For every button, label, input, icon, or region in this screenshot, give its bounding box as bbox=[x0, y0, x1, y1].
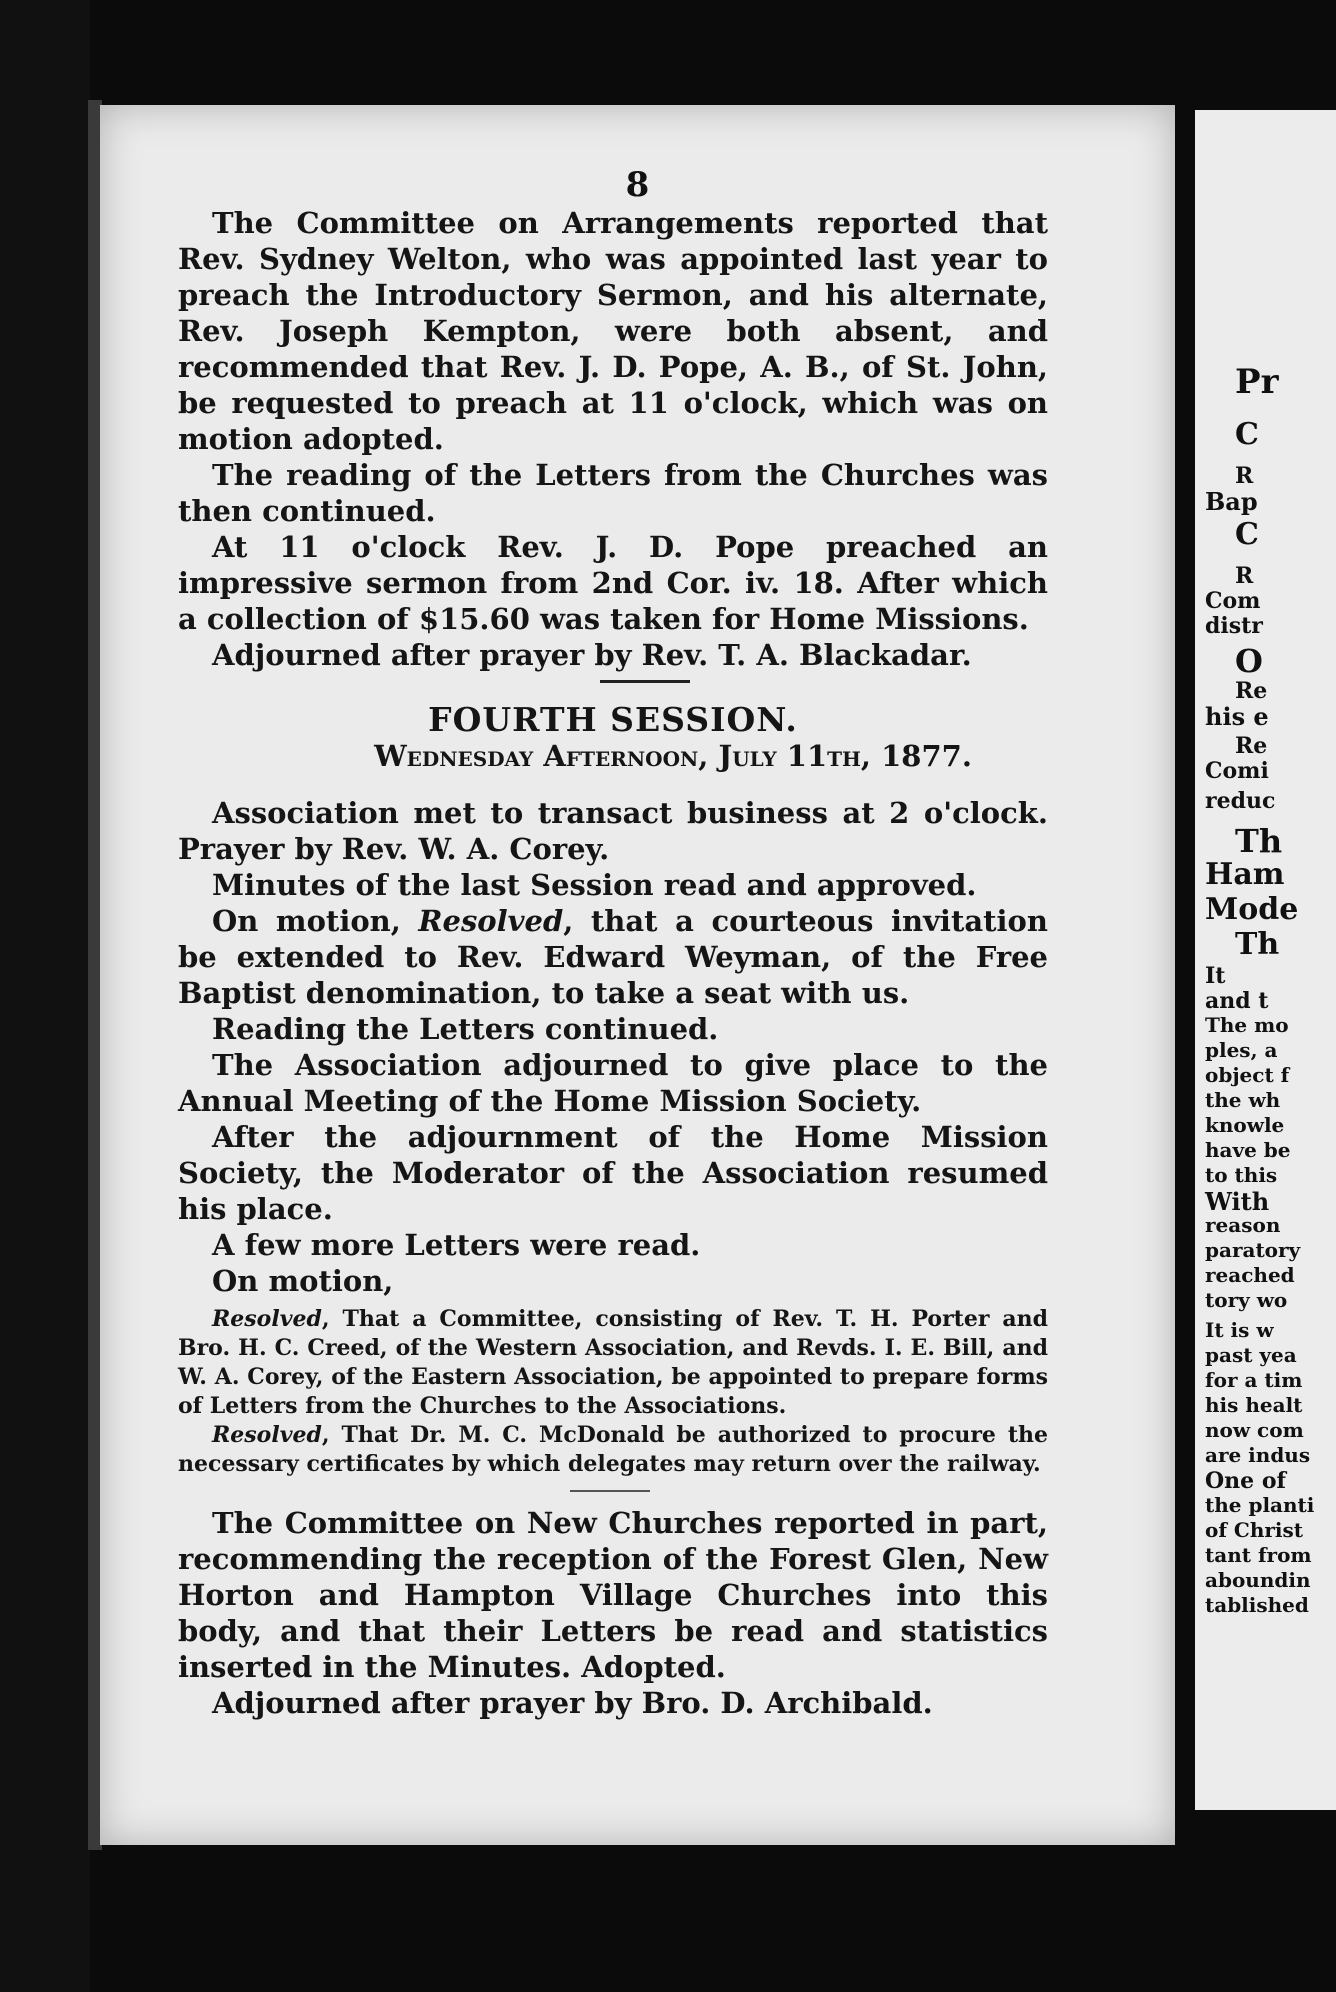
adjacent-page-fragment-line: Th bbox=[1235, 927, 1280, 962]
adjacent-page-fragment-line: Ham bbox=[1205, 857, 1285, 892]
paragraph-letters-continued: The reading of the Letters from the Churches was then continued. bbox=[178, 458, 1048, 528]
paragraph-few-letters: A few more Letters were read. bbox=[212, 1228, 701, 1262]
adjacent-page-fragment-line: C bbox=[1235, 417, 1259, 452]
minor-divider bbox=[570, 1490, 650, 1492]
paragraph-new-churches: The Committee on New Churches reported in part, recommending the reception of the Forest Glen, New Horton and Hampton Village Churches into this body, and that their Letters be read and statistics inserted in the Minutes. Adopted. bbox=[178, 1506, 1048, 1684]
adjacent-page-fragment-line: to this bbox=[1205, 1163, 1278, 1187]
adjacent-page-fragment-line: reason bbox=[1205, 1213, 1281, 1237]
resolution-text: , That Dr. M. C. McDonald be authorized to procure the necessary certificates by which delegates may return over the railway. bbox=[178, 1422, 1048, 1477]
resolution-text: , That a Committee, consisting of Rev. T. H. Porter and Bro. H. C. Creed, of the Western Association, and Revds. I. E. Bill, and W. A. Corey, of the Eastern Association, be appointed to prepare forms of Letters from the Churches to the Associations. bbox=[178, 1306, 1048, 1419]
adjacent-page-fragment-line: ples, a bbox=[1205, 1038, 1278, 1062]
adjacent-page-fragment-line: It bbox=[1205, 963, 1226, 989]
session-date: Wednesday Afternoon, July 11th, 1877. bbox=[374, 739, 972, 773]
adjacent-page-fragment-line: object f bbox=[1205, 1063, 1290, 1087]
paragraph-invitation bbox=[178, 903, 1048, 1011]
adjacent-page-fragment-line: R bbox=[1235, 563, 1254, 589]
adjacent-page-fragment-line: his e bbox=[1205, 702, 1269, 731]
adjacent-page-fragment-line: tory wo bbox=[1205, 1288, 1288, 1312]
adjacent-page-fragment-line: Pr bbox=[1235, 362, 1279, 402]
paragraph-minutes: Minutes of the last Session read and approved. bbox=[212, 868, 977, 902]
paragraph-adjourned-2: Adjourned after prayer by Bro. D. Archibald. bbox=[212, 1686, 933, 1720]
page-number: 8 bbox=[625, 165, 650, 205]
adjacent-page-fragment-line: tant from bbox=[1205, 1543, 1312, 1567]
adjacent-page-fragment-line: tablished bbox=[1205, 1593, 1309, 1617]
resolved-label: Resolved bbox=[212, 1306, 322, 1332]
adjacent-page-fragment-line: his healt bbox=[1205, 1393, 1303, 1417]
paragraph-arrangements: The Committee on Arrangements reported that Rev. Sydney Welton, who was appointed last year to preach the Introductory Sermon, and his alternate, Rev. Joseph Kempton, were both absent, and recommended that Rev. J. D. Pope, A. B., of St. John, be requested to preach at 11 o'clock, which was on motion adopted. bbox=[178, 206, 1048, 456]
adjacent-page-fragment-line: paratory bbox=[1205, 1238, 1301, 1262]
adjacent-page-fragment-line: Mode bbox=[1205, 892, 1299, 927]
adjacent-page-fragment-line: aboundin bbox=[1205, 1568, 1311, 1592]
adjacent-page-fragment-line: Th bbox=[1235, 822, 1283, 860]
adjacent-page-fragment-line: and t bbox=[1205, 988, 1269, 1014]
adjacent-page-fragment-line: the planti bbox=[1205, 1493, 1315, 1517]
paragraph-association-met: Association met to transact business at 2 o'clock. Prayer by Rev. W. A. Corey. bbox=[178, 796, 1048, 866]
adjacent-page-fragment-line: the wh bbox=[1205, 1088, 1281, 1112]
adjacent-page-fragment-line: With bbox=[1205, 1187, 1270, 1216]
resolved-label: Resolved bbox=[418, 904, 564, 938]
adjacent-page-fragment-line: reached bbox=[1205, 1263, 1295, 1287]
adjacent-page-fragment-line: for a tim bbox=[1205, 1368, 1303, 1392]
paragraph-sermon: At 11 o'clock Rev. J. D. Pope preached an impressive sermon from 2nd Cor. iv. 18. After which a collection of $15.60 was taken for Home Missions. bbox=[178, 530, 1048, 636]
paragraph-annual-meeting: The Association adjourned to give place to the Annual Meeting of the Home Mission Society. bbox=[178, 1048, 1048, 1118]
adjacent-page-fragment-line: Bap bbox=[1205, 487, 1258, 516]
adjacent-page-fragment-line: Re bbox=[1235, 733, 1268, 759]
motion-prefix: On motion, bbox=[212, 904, 419, 938]
resolved-label: Resolved bbox=[212, 1422, 322, 1448]
adjacent-page-fragment-line: now com bbox=[1205, 1418, 1304, 1442]
adjacent-page-fragment-line: reduc bbox=[1205, 788, 1276, 814]
adjacent-page-fragment-line: of Christ bbox=[1205, 1518, 1303, 1542]
paragraph-reading-letters: Reading the Letters continued. bbox=[212, 1012, 719, 1046]
text-block-session bbox=[178, 795, 1048, 1479]
adjacent-page-fragment-line: One of bbox=[1205, 1468, 1286, 1494]
adjacent-page-fragment-line: distr bbox=[1205, 613, 1263, 639]
adjacent-page-fragment bbox=[1195, 110, 1336, 1810]
paragraph-adjourned-1: Adjourned after prayer by Rev. T. A. Blackadar. bbox=[212, 638, 972, 672]
session-heading: FOURTH SESSION. bbox=[428, 700, 798, 739]
adjacent-page-fragment-line: are indus bbox=[1205, 1443, 1311, 1467]
paragraph-moderator: After the adjournment of the Home Mission Society, the Moderator of the Association resumed his place. bbox=[178, 1120, 1048, 1226]
adjacent-page-fragment-line: O bbox=[1235, 642, 1263, 680]
adjacent-page-fragment-line: Com bbox=[1205, 588, 1261, 614]
paragraph-on-motion: On motion, bbox=[212, 1264, 394, 1298]
session-header bbox=[178, 700, 1048, 773]
adjacent-page-fragment-line: Re bbox=[1235, 678, 1268, 704]
text-block-bottom bbox=[178, 1505, 1048, 1721]
adjacent-page-fragment-line: knowle bbox=[1205, 1113, 1285, 1137]
adjacent-page-fragment-line: C bbox=[1235, 517, 1259, 552]
adjacent-page-fragment-line: have be bbox=[1205, 1138, 1291, 1162]
scan-background bbox=[0, 0, 90, 1992]
book-page bbox=[100, 105, 1175, 1845]
adjacent-page-fragment-line: Comi bbox=[1205, 758, 1269, 784]
adjacent-page-fragment-line: R bbox=[1235, 463, 1254, 489]
resolution-certificates bbox=[178, 1421, 1048, 1479]
adjacent-page-fragment-line: It is w bbox=[1205, 1318, 1274, 1342]
adjacent-page-fragment-line: past yea bbox=[1205, 1343, 1297, 1367]
resolution-committee bbox=[178, 1305, 1048, 1421]
motion-text: , that a courteous invitation be extended to Rev. Edward Weyman, of the Free Baptist denomination, to take a seat with us. bbox=[178, 904, 1048, 1010]
text-block-top bbox=[178, 205, 1048, 673]
adjacent-page-fragment-line: The mo bbox=[1205, 1013, 1289, 1037]
section-divider bbox=[600, 680, 690, 683]
